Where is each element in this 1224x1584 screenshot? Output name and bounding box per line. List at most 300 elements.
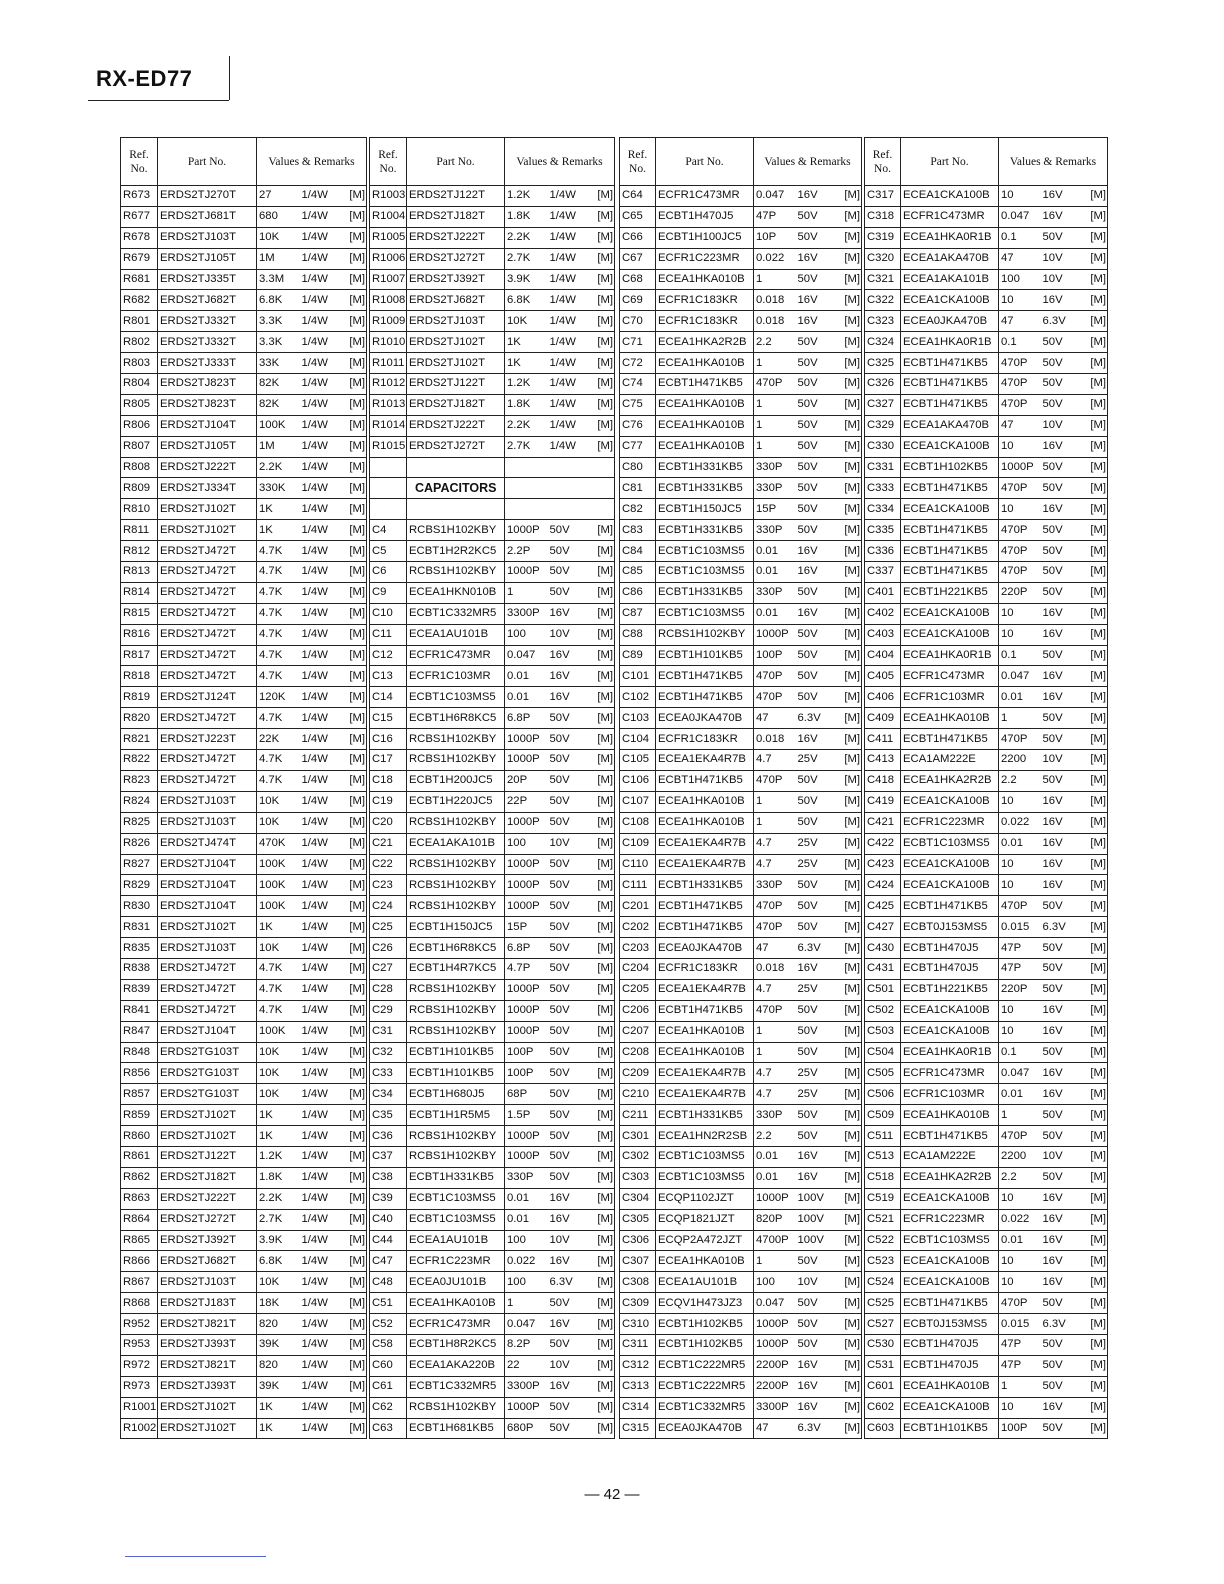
rating-cell: 50V — [550, 1334, 594, 1355]
table-row — [370, 1042, 615, 1063]
value-cell: 1 — [505, 1293, 550, 1314]
ref-no-cell: R818 — [121, 666, 158, 687]
table-row — [121, 1042, 367, 1063]
parts-section-4 — [864, 137, 1108, 1439]
table-row — [121, 248, 367, 269]
table-row — [370, 186, 615, 207]
ref-no-cell: C207 — [620, 1021, 656, 1042]
remark-cell: [M] — [594, 812, 615, 833]
rating-cell: 16V — [1043, 1000, 1087, 1021]
rating-cell: 16V — [1043, 624, 1087, 645]
rating-cell: 16V — [798, 311, 841, 332]
table-row — [370, 708, 615, 729]
remark-cell: [M] — [841, 1084, 862, 1105]
ref-no-cell: C320 — [865, 248, 901, 269]
ref-no-cell: C319 — [865, 227, 901, 248]
value-cell: 4.7K — [257, 770, 302, 791]
part-no-cell: ERDS2TJ821T — [158, 1314, 257, 1335]
value-cell: 1000P — [505, 1021, 550, 1042]
table-row — [121, 1397, 367, 1418]
value-cell: 1000P — [505, 562, 550, 583]
part-no-cell: ECEA1CKA100B — [901, 1272, 999, 1293]
ref-no-cell: R811 — [121, 520, 158, 541]
remark-cell: [M] — [841, 1188, 862, 1209]
ref-no-cell: R805 — [121, 394, 158, 415]
value-cell: 100 — [505, 624, 550, 645]
rating-cell: 50V — [550, 1000, 594, 1021]
value-cell: 3.3M — [257, 269, 302, 290]
remark-cell: [M] — [841, 1230, 862, 1251]
rating-cell: 50V — [1043, 1293, 1087, 1314]
value-cell: 4.7K — [257, 541, 302, 562]
rating-cell: 50V — [798, 1126, 841, 1147]
table-row — [370, 374, 615, 395]
remark-cell: [M] — [841, 833, 862, 854]
remark-cell: [M] — [594, 791, 615, 812]
value-cell: 4.7K — [257, 1000, 302, 1021]
table-row — [620, 750, 862, 771]
remark-cell: [M] — [841, 1251, 862, 1272]
remark-cell: [M] — [594, 729, 615, 750]
remark-cell: [M] — [594, 332, 615, 353]
value-cell: 3.3K — [257, 332, 302, 353]
table-row — [865, 1146, 1108, 1167]
remark-cell: [M] — [841, 520, 862, 541]
table-row — [620, 520, 862, 541]
remark-cell: [M] — [1087, 1105, 1108, 1126]
table-row — [121, 833, 367, 854]
part-no-cell: ERDS2TJ103T — [158, 227, 257, 248]
value-cell: 1000P — [754, 1314, 798, 1335]
value-cell: 6.8P — [505, 708, 550, 729]
value-cell: 4700P — [754, 1230, 798, 1251]
value-cell: 0.018 — [754, 958, 798, 979]
ref-no-cell: C310 — [620, 1314, 656, 1335]
rating-cell: 50V — [1043, 478, 1087, 499]
ref-no-cell: C52 — [370, 1314, 407, 1335]
value-cell: 47P — [999, 1334, 1043, 1355]
part-no-cell: ERDS2TJ472T — [158, 770, 257, 791]
rating-cell: 50V — [1043, 729, 1087, 750]
value-cell: 0.022 — [754, 248, 798, 269]
remark-cell: [M] — [1087, 415, 1108, 436]
part-no-cell: ECFR1C103MR — [901, 1084, 999, 1105]
part-no-cell: ECBT1H331KB5 — [656, 520, 754, 541]
part-no-cell: ECEA1HKA2R2B — [656, 332, 754, 353]
value-cell: 100K — [257, 875, 302, 896]
ref-no-cell: R814 — [121, 582, 158, 603]
table-row — [865, 311, 1108, 332]
part-no-cell — [407, 457, 505, 478]
rating-cell: 6.3V — [798, 708, 841, 729]
remark-cell: [M] — [1087, 186, 1108, 207]
ref-no-cell — [370, 499, 407, 520]
col-header-part-no: Part No. — [407, 138, 505, 186]
table-row — [121, 353, 367, 374]
ref-no-cell: R857 — [121, 1084, 158, 1105]
remark-cell: [M] — [841, 394, 862, 415]
table-row — [121, 206, 367, 227]
rating-cell: 50V — [1043, 541, 1087, 562]
rating-cell: 10V — [550, 1230, 594, 1251]
table-row — [620, 1084, 862, 1105]
ref-no-cell: R1015 — [370, 436, 407, 457]
rating-cell: 50V — [1043, 394, 1087, 415]
rating-cell: 50V — [550, 1418, 594, 1439]
rating-cell: 1/4W — [302, 854, 346, 875]
part-no-cell: ERDS2TJ102T — [158, 1397, 257, 1418]
remark-cell: [M] — [346, 791, 367, 812]
rating-cell: 1/4W — [302, 917, 346, 938]
remark-cell: [M] — [1087, 687, 1108, 708]
table-row — [865, 1355, 1108, 1376]
ref-no-cell: R822 — [121, 750, 158, 771]
part-no-cell — [407, 499, 505, 520]
ref-no-cell: C317 — [865, 186, 901, 207]
rating-cell: 50V — [550, 562, 594, 583]
rating-cell: 50V — [1043, 770, 1087, 791]
ref-no-cell: R813 — [121, 562, 158, 583]
part-no-cell: ECEA1CKA100B — [901, 875, 999, 896]
value-cell: 10P — [754, 227, 798, 248]
ref-no-cell: R835 — [121, 938, 158, 959]
remark-cell: [M] — [346, 1355, 367, 1376]
remark-cell: [M] — [841, 791, 862, 812]
ref-no-cell: C62 — [370, 1397, 407, 1418]
table-row — [620, 415, 862, 436]
rating-cell: 16V — [798, 248, 841, 269]
ref-no-cell: C85 — [620, 562, 656, 583]
table-row — [370, 478, 615, 499]
ref-no-cell: C513 — [865, 1146, 901, 1167]
value-cell: 470P — [754, 374, 798, 395]
value-cell: 10K — [257, 791, 302, 812]
remark-cell: [M] — [1087, 833, 1108, 854]
value-cell: 0.01 — [754, 541, 798, 562]
rating-cell: 25V — [798, 750, 841, 771]
part-no-cell: ECEA1HKA0R1B — [901, 332, 999, 353]
ref-no-cell: C335 — [865, 520, 901, 541]
value-cell: 47 — [999, 311, 1043, 332]
part-no-cell: ECBT1C103MS5 — [656, 603, 754, 624]
table-row — [865, 875, 1108, 896]
table-row — [620, 1188, 862, 1209]
rating-cell: 1/4W — [302, 1314, 346, 1335]
value-cell — [505, 478, 550, 499]
ref-no-cell: C419 — [865, 791, 901, 812]
table-row — [865, 770, 1108, 791]
remark-cell: [M] — [346, 812, 367, 833]
rating-cell: 1/4W — [302, 1126, 346, 1147]
value-cell: 100 — [505, 833, 550, 854]
value-cell: 470P — [999, 374, 1043, 395]
table-row — [865, 833, 1108, 854]
ref-no-cell: C64 — [620, 186, 656, 207]
part-no-cell: ECA1AM222E — [901, 1146, 999, 1167]
remark-cell: [M] — [841, 562, 862, 583]
remark-cell: [M] — [594, 645, 615, 666]
remark-cell: [M] — [346, 875, 367, 896]
remark-cell: [M] — [1087, 562, 1108, 583]
ref-no-cell: C101 — [620, 666, 656, 687]
value-cell: 2.2 — [754, 1126, 798, 1147]
value-cell: 4.7 — [754, 750, 798, 771]
value-cell: 18K — [257, 1293, 302, 1314]
table-row — [370, 582, 615, 603]
table-row — [620, 582, 862, 603]
remark-cell: [M] — [346, 227, 367, 248]
rating-cell: 1/4W — [550, 290, 594, 311]
ref-no-cell: C9 — [370, 582, 407, 603]
remark-cell: [M] — [594, 1084, 615, 1105]
remark-cell: [M] — [594, 1397, 615, 1418]
ref-no-cell: C10 — [370, 603, 407, 624]
table-row — [620, 1209, 862, 1230]
remark-cell: [M] — [1087, 1376, 1108, 1397]
table-row — [370, 791, 615, 812]
remark-cell: [M] — [841, 603, 862, 624]
table-row — [121, 645, 367, 666]
part-no-cell: ERDS2TJ272T — [407, 248, 505, 269]
ref-no-cell: R678 — [121, 227, 158, 248]
value-cell: 1000P — [505, 896, 550, 917]
rating-cell: 16V — [798, 1397, 841, 1418]
remark-cell: [M] — [594, 1188, 615, 1209]
remark-cell: [M] — [1087, 708, 1108, 729]
value-cell: 68P — [505, 1084, 550, 1105]
remark-cell: [M] — [594, 1355, 615, 1376]
table-row — [865, 415, 1108, 436]
value-cell: 100 — [754, 1272, 798, 1293]
value-cell: 1 — [754, 415, 798, 436]
value-cell: 2.2P — [505, 541, 550, 562]
value-cell: 0.047 — [754, 1293, 798, 1314]
part-no-cell: ERDS2TJ102T — [158, 520, 257, 541]
ref-no-cell: R838 — [121, 958, 158, 979]
value-cell: 3300P — [505, 603, 550, 624]
part-no-cell: ECBT1C222MR5 — [656, 1355, 754, 1376]
rating-cell: 50V — [550, 1126, 594, 1147]
value-cell: 4.7 — [754, 833, 798, 854]
table-row — [865, 1314, 1108, 1335]
ref-no-cell: R1009 — [370, 311, 407, 332]
ref-no-cell: C325 — [865, 353, 901, 374]
value-cell: 100P — [754, 645, 798, 666]
ref-no-cell: R860 — [121, 1126, 158, 1147]
table-row — [620, 1334, 862, 1355]
remark-cell: [M] — [346, 1376, 367, 1397]
table-row — [865, 520, 1108, 541]
ref-no-cell: C107 — [620, 791, 656, 812]
ref-no-cell: C39 — [370, 1188, 407, 1209]
ref-no-cell: C108 — [620, 812, 656, 833]
part-no-cell: ECBT1H331KB5 — [656, 875, 754, 896]
ref-no-cell: C18 — [370, 770, 407, 791]
value-cell: 330P — [754, 457, 798, 478]
rating-cell: 16V — [1043, 603, 1087, 624]
rating-cell: 50V — [1043, 562, 1087, 583]
table-row — [121, 1105, 367, 1126]
part-no-cell: ERDS2TJ681T — [158, 206, 257, 227]
rating-cell: 16V — [1043, 1021, 1087, 1042]
rating-cell: 16V — [1043, 206, 1087, 227]
table-row — [370, 1272, 615, 1293]
table-row — [370, 1167, 615, 1188]
table-row — [370, 896, 615, 917]
part-no-cell: ERDS2TJ222T — [407, 415, 505, 436]
remark-cell: [M] — [346, 1021, 367, 1042]
value-cell: 47P — [999, 958, 1043, 979]
remark-cell: [M] — [1087, 436, 1108, 457]
ref-no-cell: C209 — [620, 1063, 656, 1084]
rating-cell: 16V — [798, 562, 841, 583]
rating-cell: 1/4W — [302, 1063, 346, 1084]
value-cell: 10 — [999, 1251, 1043, 1272]
value-cell: 0.1 — [999, 227, 1043, 248]
value-cell: 1K — [257, 1126, 302, 1147]
part-no-cell: ERDS2TJ823T — [158, 374, 257, 395]
remark-cell: [M] — [841, 1000, 862, 1021]
rating-cell: 50V — [550, 770, 594, 791]
value-cell: 100 — [999, 269, 1043, 290]
rating-cell: 16V — [1043, 1230, 1087, 1251]
part-no-cell: RCBS1H102KBY — [407, 875, 505, 896]
rating-cell: 1/4W — [302, 1397, 346, 1418]
ref-no-cell: C505 — [865, 1063, 901, 1084]
table-row — [865, 374, 1108, 395]
value-cell: 470P — [754, 896, 798, 917]
value-cell: 0.01 — [999, 687, 1043, 708]
part-no-cell: ECFR1C103MR — [901, 687, 999, 708]
ref-no-cell: C530 — [865, 1334, 901, 1355]
ref-no-cell: R679 — [121, 248, 158, 269]
part-no-cell: ECBT1H102KB5 — [656, 1314, 754, 1335]
table-row — [620, 624, 862, 645]
remark-cell: [M] — [841, 499, 862, 520]
remark-cell: [M] — [1087, 1146, 1108, 1167]
ref-no-cell: C201 — [620, 896, 656, 917]
remark-cell: [M] — [346, 833, 367, 854]
remark-cell: [M] — [1087, 1126, 1108, 1147]
rating-cell: 50V — [1043, 1126, 1087, 1147]
remark-cell: [M] — [594, 520, 615, 541]
rating-cell: 16V — [798, 958, 841, 979]
ref-no-cell: R1004 — [370, 206, 407, 227]
table-row — [620, 290, 862, 311]
value-cell: 330K — [257, 478, 302, 499]
remark-cell: [M] — [841, 687, 862, 708]
table-row — [121, 520, 367, 541]
value-cell: 2200P — [754, 1376, 798, 1397]
rating-cell: 1/4W — [302, 269, 346, 290]
remark-cell: [M] — [346, 436, 367, 457]
table-row — [121, 1272, 367, 1293]
table-row — [865, 1084, 1108, 1105]
remark-cell: [M] — [594, 415, 615, 436]
value-cell: 820 — [257, 1355, 302, 1376]
value-cell: 1M — [257, 436, 302, 457]
rating-cell: 1/4W — [302, 687, 346, 708]
value-cell: 470P — [754, 666, 798, 687]
remark-cell: [M] — [594, 896, 615, 917]
table-row — [370, 770, 615, 791]
table-row — [865, 1397, 1108, 1418]
ref-no-cell: C109 — [620, 833, 656, 854]
part-no-cell: ERDS2TJ104T — [158, 1021, 257, 1042]
remark-cell — [594, 478, 615, 499]
remark-cell: [M] — [594, 248, 615, 269]
ref-no-cell: C521 — [865, 1209, 901, 1230]
ref-no-cell: C67 — [620, 248, 656, 269]
rating-cell: 25V — [798, 979, 841, 1000]
remark-cell: [M] — [1087, 1397, 1108, 1418]
rating-cell: 16V — [550, 603, 594, 624]
ref-no-cell: C19 — [370, 791, 407, 812]
ref-no-cell: C20 — [370, 812, 407, 833]
table-row — [121, 290, 367, 311]
rating-cell: 25V — [798, 833, 841, 854]
ref-no-cell — [370, 457, 407, 478]
remark-cell: [M] — [346, 1314, 367, 1335]
ref-no-cell: R1005 — [370, 227, 407, 248]
col-header-values-remarks: Values & Remarks — [257, 138, 367, 186]
part-no-cell: ECEA1HN2R2SB — [656, 1126, 754, 1147]
part-no-cell: ECEA1CKA100B — [901, 603, 999, 624]
rating-cell: 10V — [550, 833, 594, 854]
table-row — [865, 624, 1108, 645]
value-cell: 1000P — [505, 750, 550, 771]
remark-cell: [M] — [841, 436, 862, 457]
remark-cell: [M] — [841, 666, 862, 687]
value-cell: 470P — [999, 541, 1043, 562]
value-cell: 3300P — [505, 1376, 550, 1397]
value-cell: 100K — [257, 896, 302, 917]
ref-no-cell: R821 — [121, 729, 158, 750]
value-cell: 0.01 — [999, 1084, 1043, 1105]
value-cell: 1000P — [505, 812, 550, 833]
remark-cell: [M] — [346, 499, 367, 520]
table-row — [121, 687, 367, 708]
part-no-cell: ECBT1H6R8KC5 — [407, 708, 505, 729]
table-row — [620, 1063, 862, 1084]
rating-cell: 10V — [1043, 248, 1087, 269]
part-no-cell: ECEA1CKA100B — [901, 1021, 999, 1042]
part-no-cell: ECEA1HKA010B — [656, 1042, 754, 1063]
ref-no-cell: C519 — [865, 1188, 901, 1209]
rating-cell: 50V — [1043, 1167, 1087, 1188]
ref-no-cell: C401 — [865, 582, 901, 603]
table-row — [121, 394, 367, 415]
rating-cell: 1/4W — [302, 1021, 346, 1042]
parts-section-2 — [369, 137, 615, 1439]
ref-no-cell: C203 — [620, 938, 656, 959]
part-no-cell: ECBT1H331KB5 — [656, 582, 754, 603]
value-cell: 3.3K — [257, 311, 302, 332]
value-cell: 47P — [999, 938, 1043, 959]
part-no-cell: ECEA0JKA470B — [656, 708, 754, 729]
value-cell — [505, 499, 550, 520]
rating-cell: 1/4W — [302, 457, 346, 478]
ref-no-cell: R1014 — [370, 415, 407, 436]
ref-no-cell — [370, 478, 407, 499]
table-row — [121, 875, 367, 896]
ref-no-cell: C331 — [865, 457, 901, 478]
value-cell: 10K — [257, 227, 302, 248]
remark-cell: [M] — [594, 374, 615, 395]
value-cell: 27 — [257, 186, 302, 207]
rating-cell: 1/4W — [302, 1376, 346, 1397]
part-no-cell: ERDS2TJ272T — [407, 436, 505, 457]
